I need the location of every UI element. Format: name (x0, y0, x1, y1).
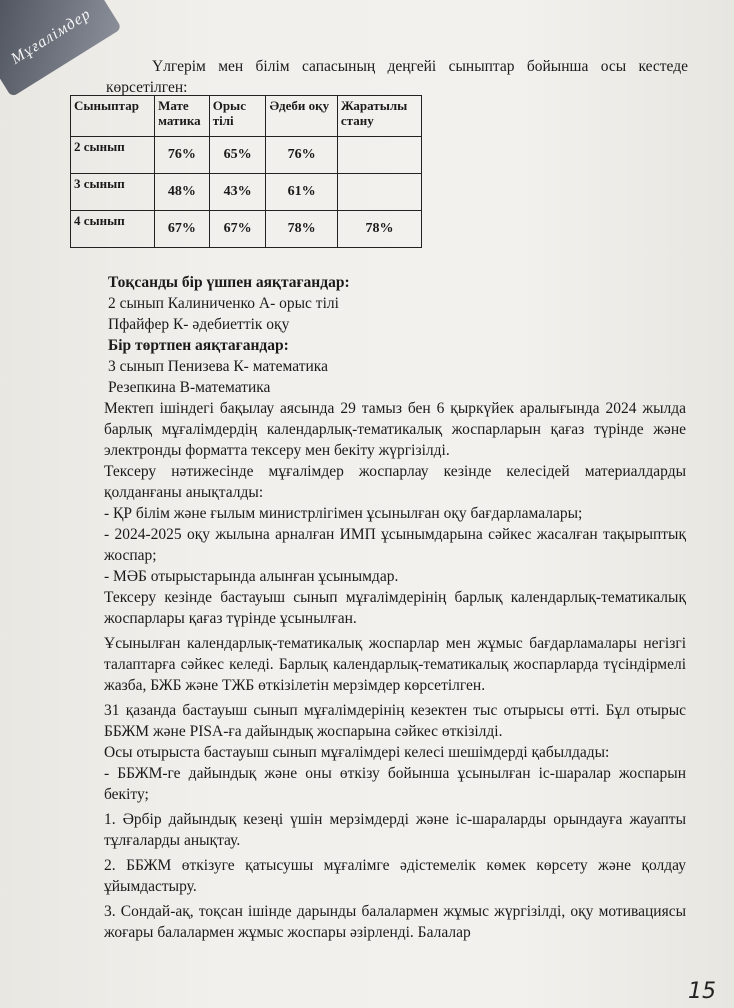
paragraph: Мектеп ішіндегі бақылау аясында 29 тамыз бен 6 қыркүйек аралығында 2024 жылда барлық мұғалімдердің календарлық-тематикалық жоспарларын қағаз түрінде және электронды форматта тексеру мен бекіту жүргізілді. (104, 400, 686, 459)
document-body (104, 272, 686, 943)
table-cell: 3 сынып (71, 174, 155, 211)
paragraph: - МӘБ отырыстарында алынған ұсынымдар. (104, 568, 399, 585)
table-cell: 2 сынып (71, 137, 155, 174)
table-cell: 78% (337, 211, 421, 248)
table-cell (337, 137, 421, 174)
paragraph: Ұсынылған календарлық-тематикалық жоспарлар мен жұмыс бағдарламалары негізгі талаптарға сәйкес келеді. Барлық календарлық-тематикалық жоспарларда түсіндірмелі жазба, БЖБ және ТЖБ өткізілетін мерзімдер көрсетілген. (104, 635, 686, 694)
paragraph: - 2024-2025 оқу жылына арналған ИМП ұсынымдарына сәйкес жасалған тақырыптық жоспар; (104, 526, 686, 564)
paragraph: Осы отырыста бастауыш сынып мұғалімдері келесі шешімдерді қабылдады: (104, 744, 610, 761)
table-cell: 78% (266, 211, 337, 248)
table-header-row (71, 96, 422, 137)
table-cell: 67% (209, 211, 266, 248)
list-item: Резепкина В-математика (108, 379, 271, 396)
section-heading: Тоқсанды бір үшпен аяқтағандар: (108, 274, 350, 291)
table-cell: 65% (209, 137, 266, 174)
table-cell: 76% (266, 137, 337, 174)
corner-tab-label: Мұғалімдер (8, 5, 94, 68)
paragraph: 2. ББЖМ өткізуге қатысушы мұғалімге әдістемелік көмек көрсету және қолдау ұйымдастыру. (104, 857, 686, 895)
table-cell: 76% (155, 137, 210, 174)
table-cell: 67% (155, 211, 210, 248)
intro-text: Үлгерім мен білім сапасының деңгейі сыныптар бойынша осы кестеде көрсетілген: (106, 58, 688, 96)
paragraph: Тексеру нәтижесінде мұғалімдер жоспарлау кезінде келесідей материалдарды қолданғаны анықталды: (104, 463, 686, 501)
table-cell: 61% (266, 174, 337, 211)
page-number: 15 (688, 979, 716, 1004)
section-heading: Бір төртпен аяқтағандар: (108, 337, 289, 354)
table-header-cell: Орыс тілі (209, 96, 266, 137)
table-cell: 4 сынып (71, 211, 155, 248)
table-row (71, 211, 422, 248)
paragraph: 31 қазанда бастауыш сынып мұғалімдерінің кезектен тыс отырысы өтті. Бұл отырыс ББЖМ және PISA-ға дайындық жоспарына сәйкес өткізілді. (104, 702, 686, 740)
paragraph: - ББЖМ-ге дайындық және оны өткізу бойынша ұсынылған іс-шаралар жоспарын бекіту; (104, 765, 686, 803)
list-item: 3 сынып Пенизева К- математика (108, 358, 328, 375)
paragraph: - ҚР білім және ғылым министрлігімен ұсынылған оқу бағдарламалары; (104, 505, 583, 522)
table-header-cell: Жаратылы стану (337, 96, 421, 137)
table-row (71, 174, 422, 211)
paragraph: 3. Сондай-ақ, тоқсан ішінде дарынды балалармен жұмыс жүргізілді, оқу мотивациясы жоғары балалармен жұмыс жоспары әзірленді. Балалар (104, 903, 686, 941)
table-header-cell: Мате матика (155, 96, 210, 137)
paragraph: Тексеру кезінде бастауыш сынып мұғалімдерінің барлық календарлық-тематикалық жоспарлары қағаз түрінде ұсынылған. (104, 589, 686, 627)
table-cell (337, 174, 421, 211)
paragraph: 1. Әрбір дайындық кезеңі үшін мерзімдерді және іс-шараларды орындауға жауапты тұлғаларды анықтау. (104, 811, 686, 849)
grades-table (70, 95, 422, 248)
table-header-cell: Сыныптар (71, 96, 155, 137)
list-item: Пфайфер К- әдебиеттік оқу (108, 316, 290, 333)
table-cell: 48% (155, 174, 210, 211)
table-cell: 43% (209, 174, 266, 211)
table-row (71, 137, 422, 174)
table-header-cell: Әдеби оқу (266, 96, 337, 137)
list-item: 2 сынып Калиниченко А- орыс тілі (108, 295, 339, 312)
